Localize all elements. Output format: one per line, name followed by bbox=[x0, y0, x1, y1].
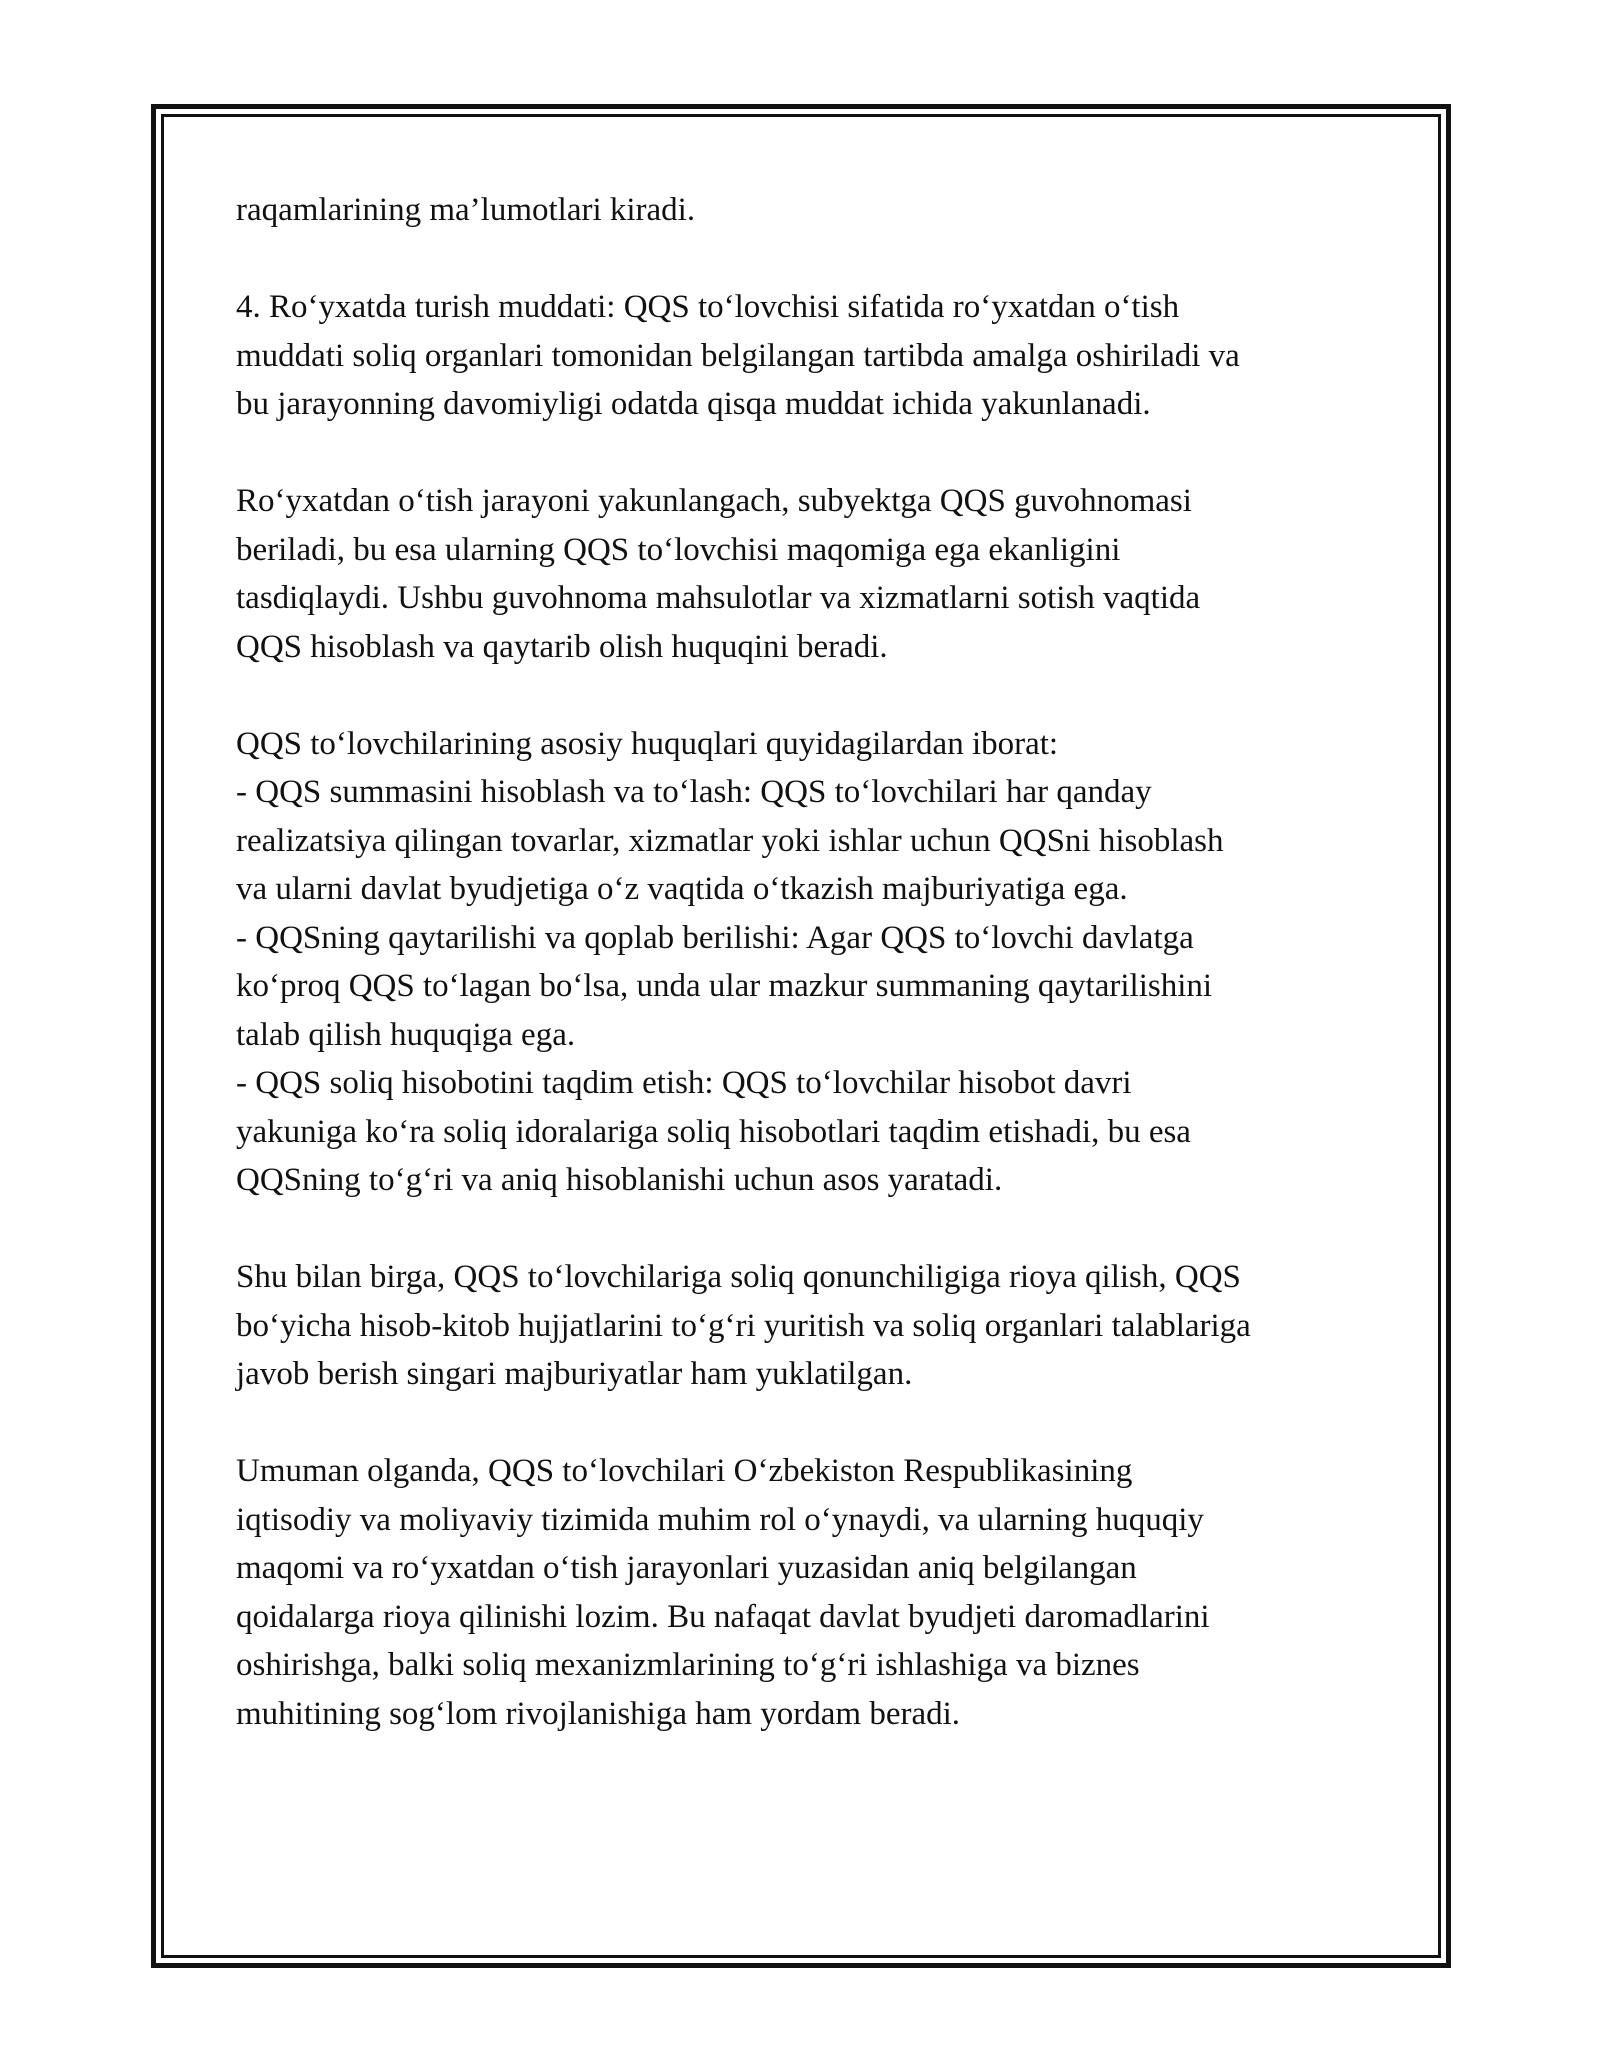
text-line: QQS to‘lovchilarining asosiy huquqlari quyidagilardan iborat: bbox=[236, 725, 1059, 762]
paragraph-continuation bbox=[236, 186, 1386, 235]
text-line: va ularni davlat byudjetiga o‘z vaqtida o‘tkazish majburiyatiga ega. bbox=[236, 871, 1128, 907]
list-item-line: - QQS soliq hisobotini taqdim etish: QQS to‘lovchilar hisobot davri bbox=[236, 1065, 1132, 1101]
paragraph-registration-period bbox=[236, 283, 1386, 429]
text-line: realizatsiya qilingan tovarlar, xizmatlar yoki ishlar uchun QQSni hisoblash bbox=[236, 822, 1224, 859]
paragraph-obligations bbox=[236, 1253, 1386, 1399]
text-line: QQS hisoblash va qaytarib olish huquqini beradi. bbox=[236, 628, 888, 665]
text-line: muddati soliq organlari tomonidan belgilangan tartibda amalga oshiriladi va bbox=[236, 337, 1240, 374]
paragraph-conclusion bbox=[236, 1447, 1386, 1738]
text-line: qoidalarga rioya qilinishi lozim. Bu nafaqat davlat byudjeti daromadlarini bbox=[236, 1598, 1210, 1635]
paragraph-rights-list bbox=[236, 720, 1386, 1205]
text-line: Ro‘yxatdan o‘tish jarayoni yakunlangach, subyektga QQS guvohnomasi bbox=[236, 483, 1192, 519]
text-line: 4. Ro‘yxatda turish muddati: QQS to‘lovchisi sifatida ro‘yxatdan o‘tish bbox=[236, 289, 1180, 325]
list-item-line: - QQS summasini hisoblash va to‘lash: QQS to‘lovchilari har qanday bbox=[236, 774, 1152, 810]
text-line: raqamlarining ma’lumotlari kiradi. bbox=[236, 192, 696, 228]
document-body bbox=[236, 186, 1386, 1787]
text-line: bu jarayonning davomiyligi odatda qisqa muddat ichida yakunlanadi. bbox=[236, 386, 1151, 422]
text-line: Shu bilan birga, QQS to‘lovchilariga soliq qonunchiligiga rioya qilish, QQS bbox=[236, 1259, 1241, 1295]
text-line: oshirishga, balki soliq mexanizmlarining to‘g‘ri ishlashiga va biznes bbox=[236, 1647, 1140, 1683]
text-line: Umuman olganda, QQS to‘lovchilari O‘zbekiston Respublikasining bbox=[236, 1453, 1133, 1489]
text-line: maqomi va ro‘yxatdan o‘tish jarayonlari yuzasidan aniq belgilangan bbox=[236, 1550, 1137, 1586]
list-item-line: - QQSning qaytarilishi va qoplab berilishi: Agar QQS to‘lovchi davlatga bbox=[236, 919, 1194, 956]
text-line: iqtisodiy va moliyaviy tizimida muhim rol o‘ynaydi, va ularning huquqiy bbox=[236, 1501, 1204, 1538]
text-line: muhitining sog‘lom rivojlanishiga ham yordam beradi. bbox=[236, 1695, 961, 1732]
text-line: tasdiqlaydi. Ushbu guvohnoma mahsulotlar va xizmatlarni sotish vaqtida bbox=[236, 580, 1201, 616]
text-line: javob berish singari majburiyatlar ham yuklatilgan. bbox=[236, 1356, 913, 1392]
text-line: bo‘yicha hisob-kitob hujjatlarini to‘g‘ri yuritish va soliq organlari talablariga bbox=[236, 1307, 1251, 1344]
text-line: yakuniga ko‘ra soliq idoralariga soliq hisobotlari taqdim etishadi, bu esa bbox=[236, 1113, 1191, 1150]
paragraph-certificate bbox=[236, 477, 1386, 671]
text-line: beriladi, bu esa ularning QQS to‘lovchisi maqomiga ega ekanligini bbox=[236, 531, 1121, 568]
text-line: ko‘proq QQS to‘lagan bo‘lsa, unda ular mazkur summaning qaytarilishini bbox=[236, 968, 1213, 1004]
text-line: QQSning to‘g‘ri va aniq hisoblanishi uchun asos yaratadi. bbox=[236, 1162, 1003, 1198]
text-line: talab qilish huquqiga ega. bbox=[236, 1016, 576, 1053]
